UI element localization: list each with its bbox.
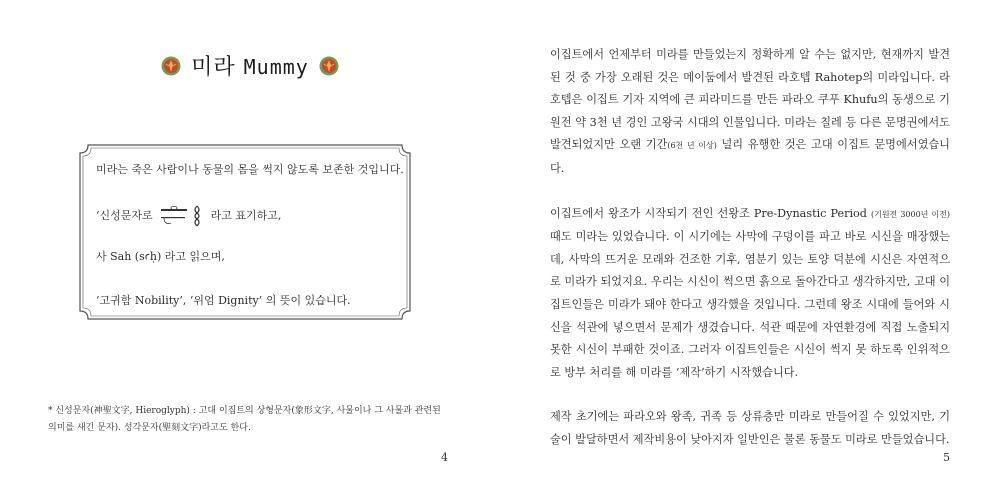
definition-line-2 <box>96 205 281 227</box>
line2-suffix: 라고 표기하고, <box>210 209 282 223</box>
definition-line-1: 미라는 죽은 사람이나 동물의 몸을 썩지 않도록 보존한 것입니다. <box>96 163 404 176</box>
line2-prefix: ‘신성문자로 <box>96 209 153 223</box>
definition-line-4: ‘고귀함 Nobility’, ‘위엄 Dignity’ 의 뜻이 있습니다. <box>96 294 351 307</box>
paragraph-3: 제작 초기에는 파라오와 왕족, 귀족 등 상류층만 미라로 만들어질 수 있었지만, 기술이 발달하면서 제작비용이 낮아지자 일반인은 물론 동물도 미라로 만들었습니다. <box>550 410 950 446</box>
paragraph-1-text: 이집트에서 언제부터 미라를 만들었는지 정확하게 알 수는 없지만, 현재까지 발견된 것 중 가장 오래된 것은 메이둠에서 발견된 라호텝 Rahotep의 미라입니다. 라호텝은 이집트 기자 지역에 큰 피라미드를 만든 파라오 쿠푸 Khufu의 동생으로 기원전 약 3천 년 경인 고왕국 시대의 인물입니다. 미라는 칠레 등 다른 문명권에서도 발견되었지만 오랜 기간 <box>550 48 950 152</box>
definition-box <box>78 143 412 321</box>
paragraph-1 <box>550 44 950 181</box>
right-page <box>500 0 1000 500</box>
footnote-line-2: 의미를 새긴 문자). 성각문자(聖刻文字)라고도 한다. <box>48 423 251 434</box>
mummy-hieroglyph-icon <box>159 205 205 227</box>
lotus-medallion-icon <box>319 56 339 76</box>
paragraph-2 <box>550 203 950 385</box>
title-row <box>0 50 500 81</box>
paragraph-1-note: (6천 년 이상) <box>667 141 717 151</box>
paragraph-1-end: 널리 유행한 것은 고대 이집트 문명에서였습니다. <box>550 138 950 175</box>
title-korean: 미라 <box>191 55 236 80</box>
body-text <box>550 44 950 474</box>
paragraph-2-note: (기원전 3000년 이전) <box>870 209 951 219</box>
page-number-right: 5 <box>943 451 950 464</box>
paragraph-2-end: 때도 미라는 있었습니다. 이 시기에는 사막에 구덩이를 파고 바로 시신을 매장했는데, 사막의 뜨거운 모래와 건조한 기후, 염분기 있는 토양 덕분에 시신은 자연적으로 미라가 되었지요. 우리는 시신이 썩으면 흙으로 돌아간다고 생각하지만, 고대 이집트인들은 미라가 돼야 한다고 생각했을 것입니다. 그런데 왕조 시대에 들어와 시신을 석관에 넣으면서 문제가 생겼습니다. 석관 때문에 자연환경에 직접 노출되지 못한 시신이 부패한 것이죠. 그러자 이집트인들은 시신이 썩지 못 하도록 인위적으로 방부 처리를 해 미라를 ‘제작’하기 시작했습니다. <box>550 230 950 379</box>
footnote <box>48 403 468 437</box>
title-english: Mummy <box>243 55 309 79</box>
page-title <box>191 50 309 81</box>
paragraph-2-text: 이집트에서 왕조가 시작되기 전인 선왕조 Pre-Dynastic Period <box>550 206 871 220</box>
definition-line-3: 사 Sah (sꜥḥ) 라고 읽으며, <box>96 250 225 263</box>
footnote-line-1: * 신성문자(神聖文字, Hieroglyph) : 고대 이집트의 상형문자(象形文字, 사물이나 그 사물과 관련된 <box>48 406 441 416</box>
page-number-left: 4 <box>441 451 448 464</box>
lotus-medallion-icon <box>161 56 181 76</box>
